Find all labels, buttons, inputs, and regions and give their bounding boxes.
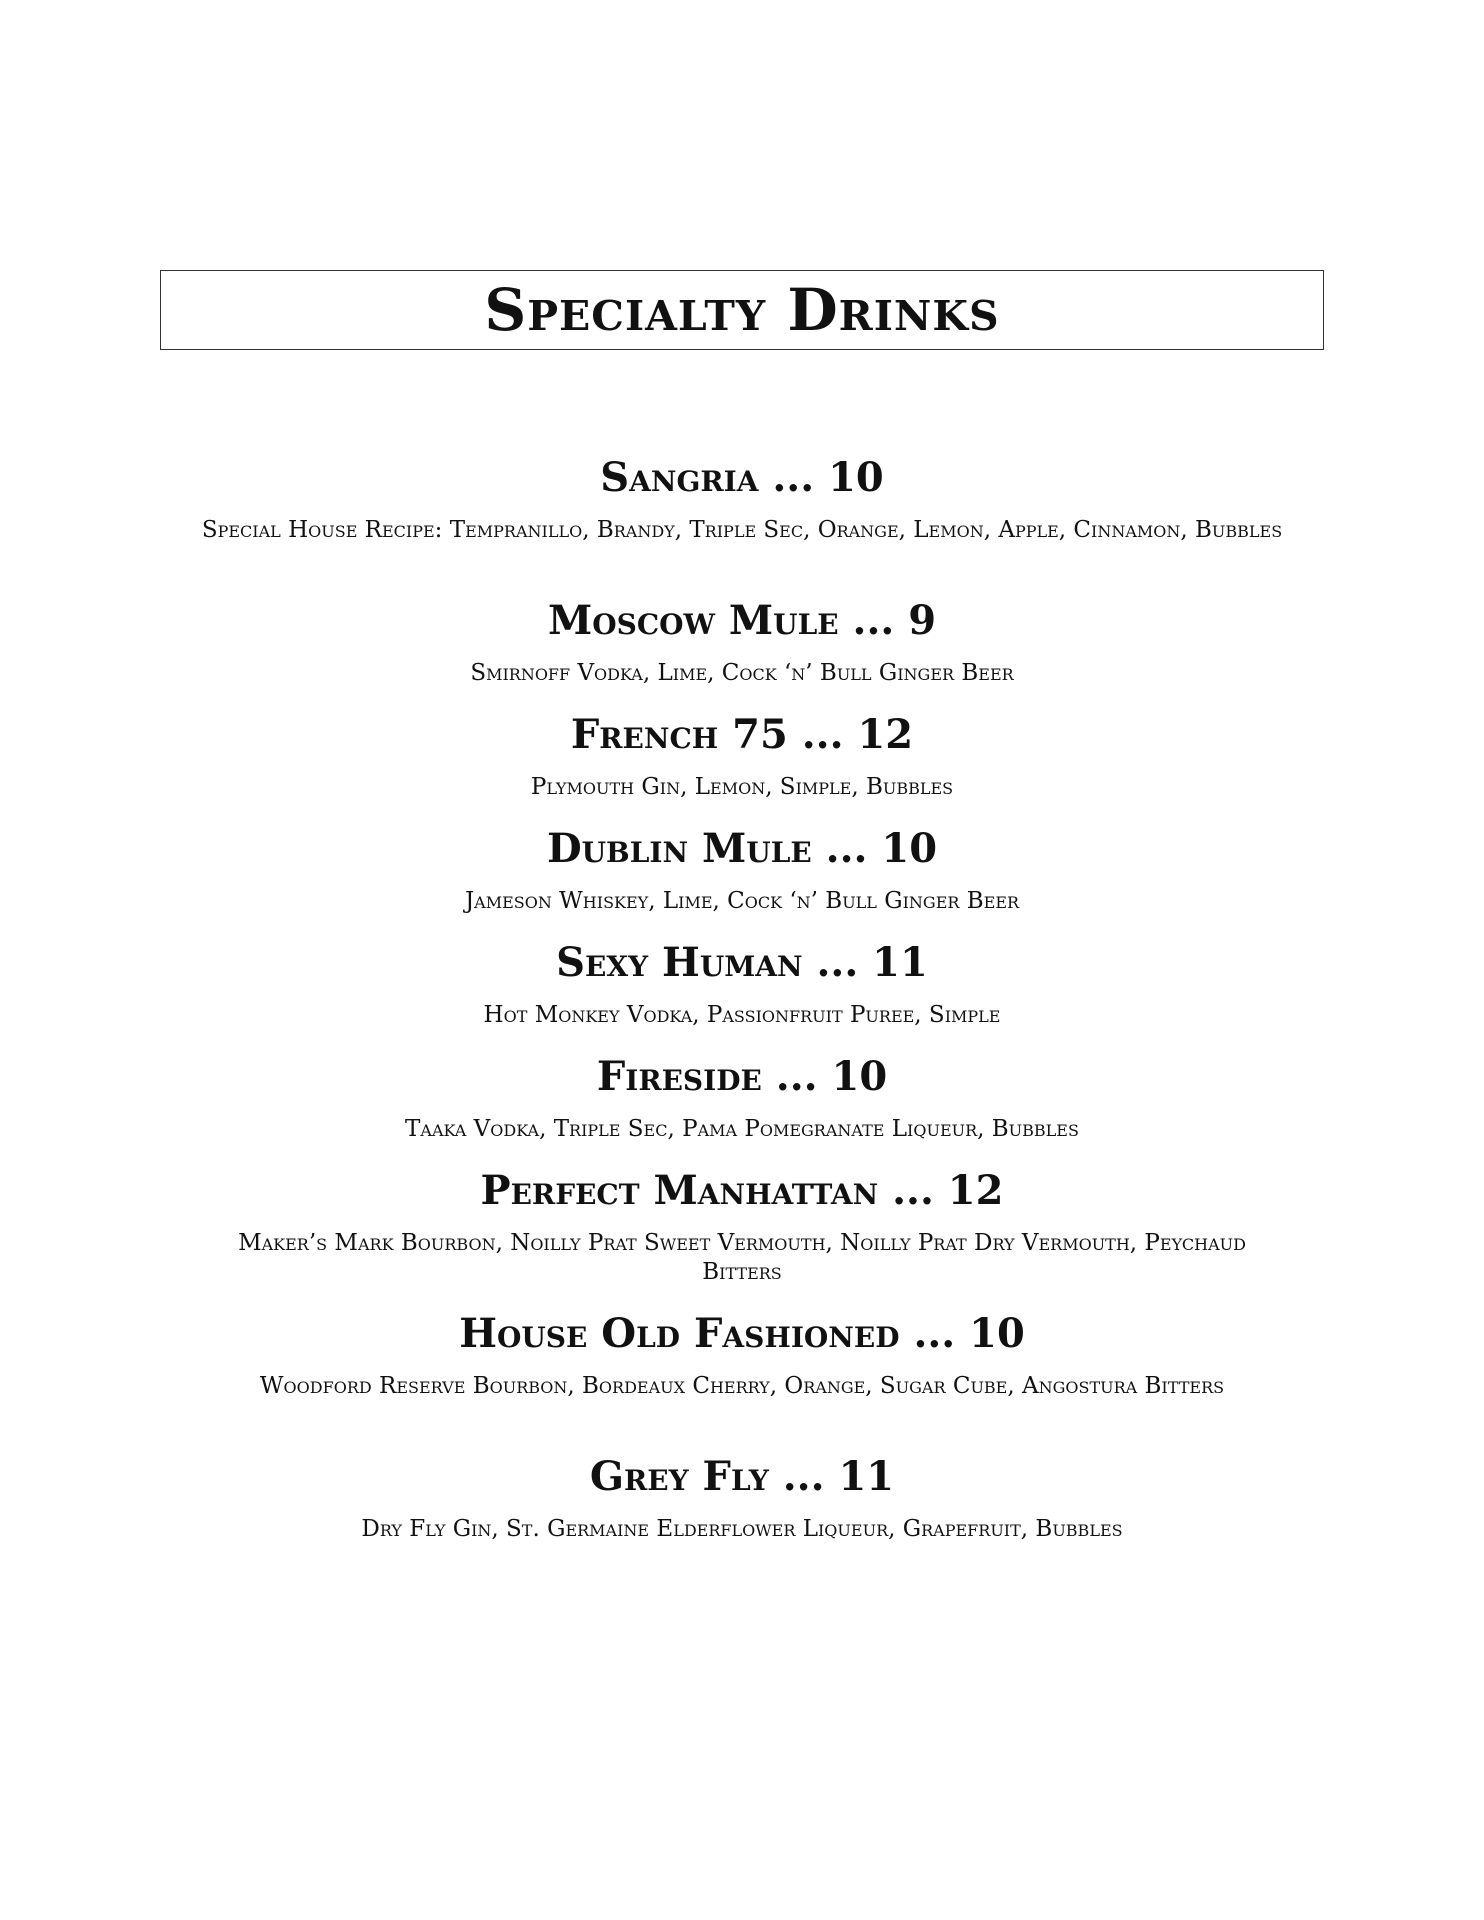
item-name: Sangria ... 10	[600, 454, 884, 501]
item-description: Woodford Reserve Bourbon, Bordeaux Cherry, Orange, Sugar Cube, Angostura Bitters	[259, 1373, 1225, 1399]
title-box	[160, 270, 1324, 350]
item-description: Plymouth Gin, Lemon, Simple, Bubbles	[530, 774, 954, 800]
menu-item-sangria	[200, 454, 1284, 545]
item-name: French 75 ... 12	[570, 711, 914, 758]
menu-item-sexy-human	[200, 939, 1284, 1030]
item-description: Dry Fly Gin, St. Germaine Elderflower Liqueur, Grapefruit, Bubbles	[361, 1516, 1123, 1542]
item-name: Fireside ... 10	[596, 1053, 888, 1100]
item-description: Maker’s Mark Bourbon, Noilly Prat Sweet Vermouth, Noilly Prat Dry Vermouth, Peychaud Bitters	[238, 1230, 1246, 1285]
menu-item-moscow-mule	[200, 597, 1284, 688]
item-description: Smirnoff Vodka, Lime, Cock ‘n’ Bull Ginger Beer	[470, 660, 1014, 686]
menu-item-dublin-mule	[200, 825, 1284, 916]
item-description: Jameson Whiskey, Lime, Cock ‘n’ Bull Ginger Beer	[464, 888, 1020, 914]
menu-item-house-old-fashioned	[200, 1310, 1284, 1401]
item-name: Moscow Mule ... 9	[547, 597, 937, 644]
item-description: Special House Recipe: Tempranillo, Brandy, Triple Sec, Orange, Lemon, Apple, Cinnamon, Bubbles	[201, 517, 1283, 543]
item-description: Taaka Vodka, Triple Sec, Pama Pomegranate Liqueur, Bubbles	[405, 1116, 1079, 1142]
item-description: Hot Monkey Vodka, Passionfruit Puree, Simple	[483, 1002, 1001, 1028]
menu-item-grey-fly	[200, 1453, 1284, 1544]
page-title: Specialty Drinks	[484, 276, 1000, 344]
menu-item-fireside	[200, 1053, 1284, 1144]
item-name: Sexy Human ... 11	[556, 939, 928, 986]
item-name: House Old Fashioned ... 10	[459, 1310, 1025, 1357]
item-name: Perfect Manhattan ... 12	[480, 1167, 1004, 1214]
menu-item-french-75	[200, 711, 1284, 802]
item-name: Grey Fly ... 11	[589, 1453, 895, 1500]
item-name: Dublin Mule ... 10	[546, 825, 938, 872]
menu-item-perfect-manhattan	[200, 1167, 1284, 1287]
